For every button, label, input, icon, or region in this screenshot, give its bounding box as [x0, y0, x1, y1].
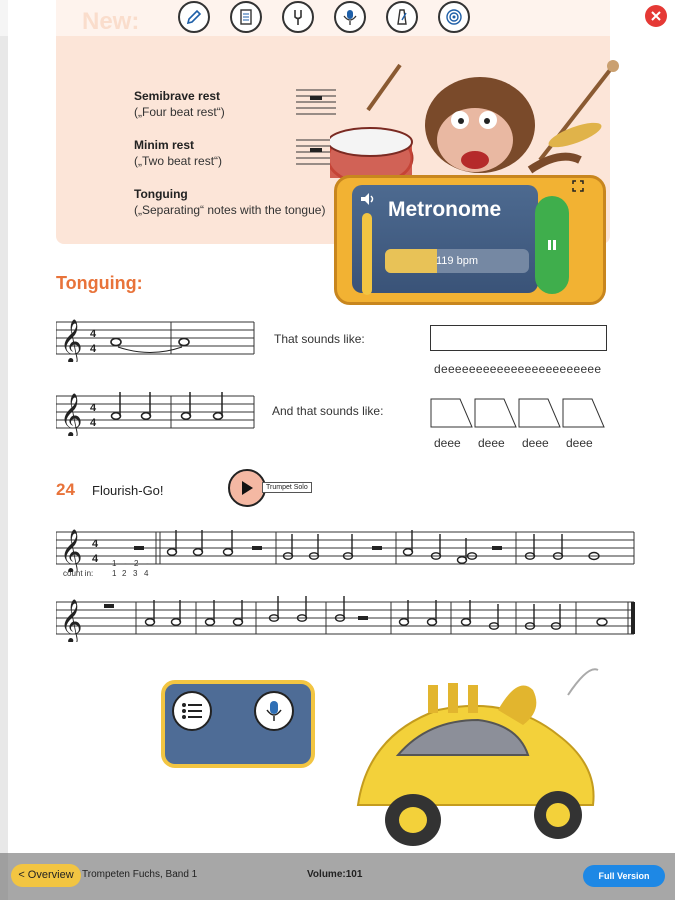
target-button[interactable]	[438, 1, 470, 33]
svg-text:4: 4	[90, 343, 97, 355]
exercise-staff-1	[56, 522, 636, 572]
term-subtitle: („Separating“ notes with the tongue)	[134, 203, 326, 217]
short-sounds-shapes	[430, 398, 608, 428]
term-title: Minim rest	[134, 138, 195, 152]
full-version-button[interactable]: Full Version	[583, 865, 665, 887]
tuning-fork-icon	[289, 8, 307, 26]
speaker-icon	[360, 192, 376, 206]
book-title: Trompeten Fuchs, Band 1	[82, 869, 198, 880]
svg-text:𝄞: 𝄞	[60, 393, 83, 436]
play-tooltip: Trumpet Solo	[262, 482, 312, 493]
svg-text:𝄞: 𝄞	[60, 599, 83, 642]
metronome-icon	[393, 8, 411, 26]
count-bottom-2: 2	[122, 569, 127, 578]
close-icon	[651, 11, 661, 21]
short-sound-3: deee	[522, 436, 549, 450]
short-sound-4: deee	[566, 436, 593, 450]
bpm-value: 119 bpm	[436, 255, 478, 267]
list-icon	[181, 702, 203, 720]
term-tonguing	[134, 187, 325, 217]
page-button[interactable]	[230, 1, 262, 33]
count-bottom-1: 1	[112, 569, 117, 578]
tonguing-staff-2	[56, 386, 256, 436]
exercise-staff-2	[56, 592, 638, 642]
svg-text:4: 4	[92, 553, 99, 565]
term-semibrave	[134, 89, 225, 119]
play-icon	[240, 480, 254, 496]
tuner-button[interactable]	[282, 1, 314, 33]
close-button[interactable]	[645, 5, 667, 27]
expand-icon[interactable]	[572, 180, 584, 192]
svg-text:4: 4	[90, 402, 97, 414]
microphone-icon	[266, 700, 282, 722]
microphone-icon	[341, 8, 359, 26]
play-button[interactable]	[228, 469, 266, 507]
list-button[interactable]	[172, 691, 212, 731]
count-top-4: -	[146, 559, 149, 568]
pause-button[interactable]	[535, 196, 569, 294]
term-title: Semibrave rest	[134, 89, 221, 103]
record-button[interactable]	[254, 691, 294, 731]
exercise-title: Flourish-Go!	[92, 483, 164, 498]
page-edge	[0, 0, 8, 900]
short-sound-1: deee	[434, 436, 461, 450]
long-sound-box	[430, 325, 607, 351]
count-in-label: count in:	[63, 569, 94, 578]
count-bottom-3: 3	[133, 569, 138, 578]
short-sound-2: deee	[478, 436, 505, 450]
record-toolbar-button[interactable]	[334, 1, 366, 33]
tonguing-staff-1	[56, 312, 256, 362]
count-bottom-4: 4	[144, 569, 149, 578]
sounds-like-label: That sounds like:	[274, 332, 365, 346]
volume-indicator: Volume:101	[307, 869, 363, 880]
annotate-button[interactable]	[178, 1, 210, 33]
term-minim	[134, 138, 222, 168]
svg-text:4: 4	[90, 328, 97, 340]
term-subtitle: („Four beat rest“)	[134, 105, 225, 119]
svg-text:4: 4	[92, 538, 99, 550]
and-sounds-like-label: And that sounds like:	[272, 404, 384, 418]
pencil-icon	[185, 8, 203, 26]
svg-text:𝄞: 𝄞	[60, 319, 83, 362]
svg-text:𝄞: 𝄞	[60, 529, 83, 572]
term-title: Tonguing	[134, 187, 188, 201]
overview-button[interactable]: < Overview	[11, 864, 81, 887]
long-sound-text: deeeeeeeeeeeeeeeeeeeeeee	[434, 362, 602, 376]
target-icon	[445, 8, 463, 26]
metronome-button[interactable]	[386, 1, 418, 33]
term-subtitle: („Two beat rest“)	[134, 154, 223, 168]
tonguing-title: Tonguing:	[56, 273, 143, 293]
car-illustration	[328, 655, 618, 855]
svg-text:4: 4	[90, 417, 97, 429]
count-top-3: 2	[134, 559, 139, 568]
pause-icon	[547, 239, 557, 251]
exercise-number: 24	[56, 480, 75, 499]
volume-slider[interactable]	[362, 213, 372, 295]
page-icon	[237, 8, 255, 26]
count-top-2: -	[124, 559, 127, 568]
count-top-1: 1	[112, 559, 117, 568]
metronome-title: Metronome	[388, 198, 502, 221]
